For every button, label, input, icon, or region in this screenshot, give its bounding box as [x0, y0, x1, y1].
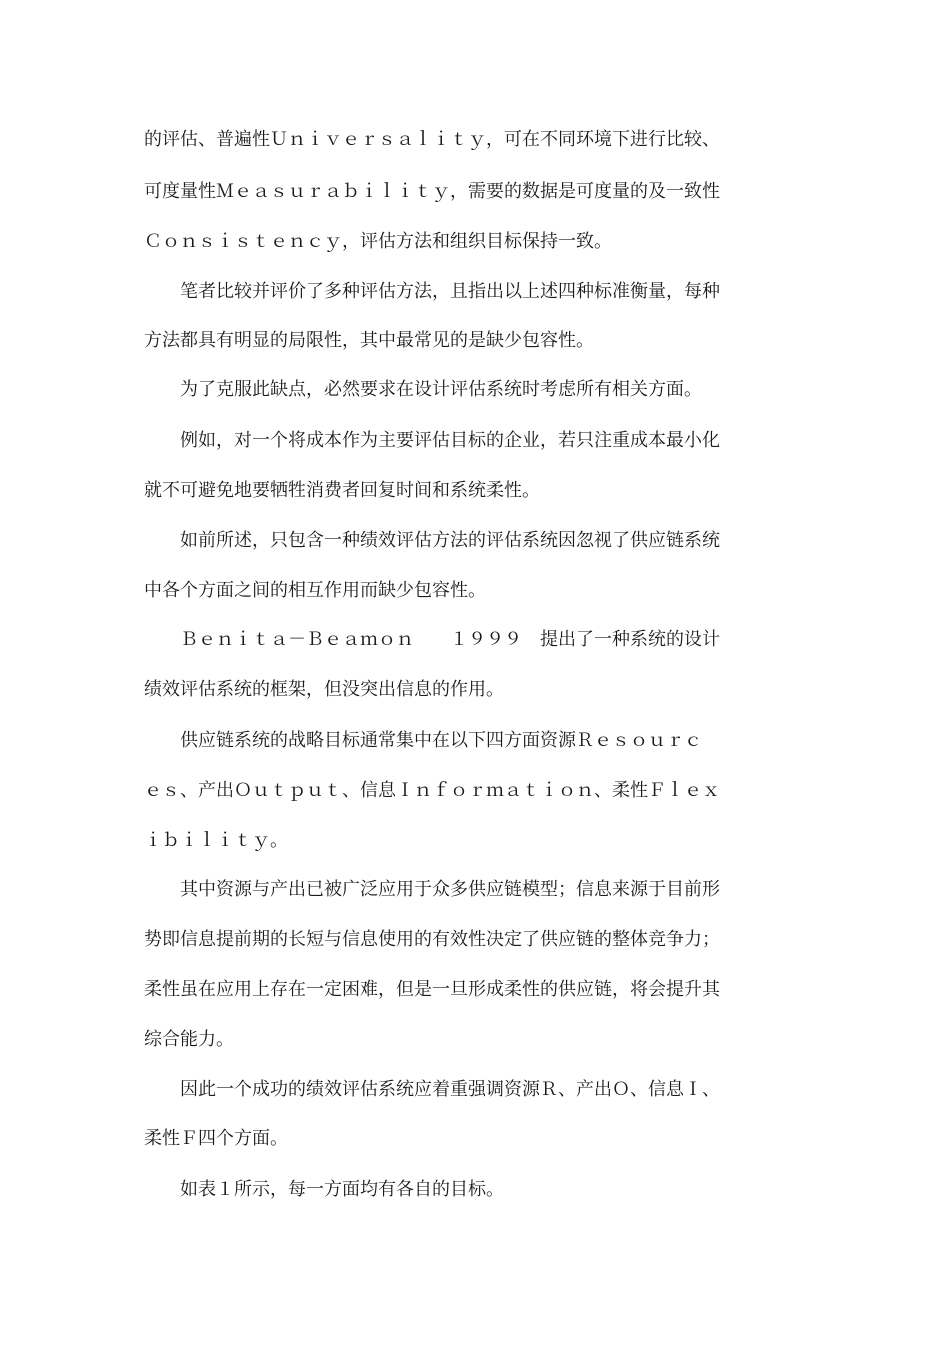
text-line-3: Ｃｏｎｓｉｓｔｅｎｃｙ，评估方法和组织目标保持一致。	[144, 231, 612, 252]
text-line-14: ｅｓ、产出Ｏｕｔｐｕｔ、信息Ｉｎｆｏｒｍａｔｉｏｎ、柔性Ｆｌｅｘ	[144, 780, 720, 801]
text-line-9: 如前所述，只包含一种绩效评估方法的评估系统因忽视了供应链系统	[144, 530, 720, 551]
text-line-8: 就不可避免地要牺牲消费者回复时间和系统柔性。	[144, 480, 540, 501]
text-line-19: 综合能力。	[144, 1029, 234, 1050]
text-line-11: Ｂｅｎｉｔａ－Ｂｅａｍｏｎ １９９９ 提出了一种系统的设计	[144, 629, 720, 650]
text-line-17: 势即信息提前期的长短与信息使用的有效性决定了供应链的整体竞争力；	[144, 929, 720, 950]
text-line-5: 方法都具有明显的局限性，其中最常见的是缺少包容性。	[144, 330, 594, 351]
text-line-15: ｉｂｉｌｉｔｙ。	[144, 830, 288, 851]
text-line-13: 供应链系统的战略目标通常集中在以下四方面资源Ｒｅｓｏｕｒｃ	[144, 730, 702, 751]
text-line-20: 因此一个成功的绩效评估系统应着重强调资源Ｒ、产出Ｏ、信息Ｉ、	[144, 1079, 720, 1100]
text-line-12: 绩效评估系统的框架，但没突出信息的作用。	[144, 679, 504, 700]
text-line-22: 如表１所示，每一方面均有各自的目标。	[144, 1179, 504, 1200]
text-line-21: 柔性Ｆ四个方面。	[144, 1128, 288, 1149]
text-line-6: 为了克服此缺点，必然要求在设计评估系统时考虑所有相关方面。	[144, 379, 702, 400]
text-line-2: 可度量性Ｍｅａｓｕｒａｂｉｌｉｔｙ，需要的数据是可度量的及一致性	[144, 181, 720, 202]
text-line-18: 柔性虽在应用上存在一定困难，但是一旦形成柔性的供应链，将会提升其	[144, 979, 720, 1000]
text-line-10: 中各个方面之间的相互作用而缺少包容性。	[144, 580, 486, 601]
text-line-16: 其中资源与产出已被广泛应用于众多供应链模型；信息来源于目前形	[144, 879, 720, 900]
text-line-4: 笔者比较并评价了多种评估方法，且指出以上述四种标准衡量，每种	[144, 281, 720, 302]
text-line-7: 例如，对一个将成本作为主要评估目标的企业，若只注重成本最小化	[144, 430, 720, 451]
text-line-1: 的评估、普遍性Ｕｎｉｖｅｒｓａｌｉｔｙ，可在不同环境下进行比较、	[144, 129, 720, 150]
